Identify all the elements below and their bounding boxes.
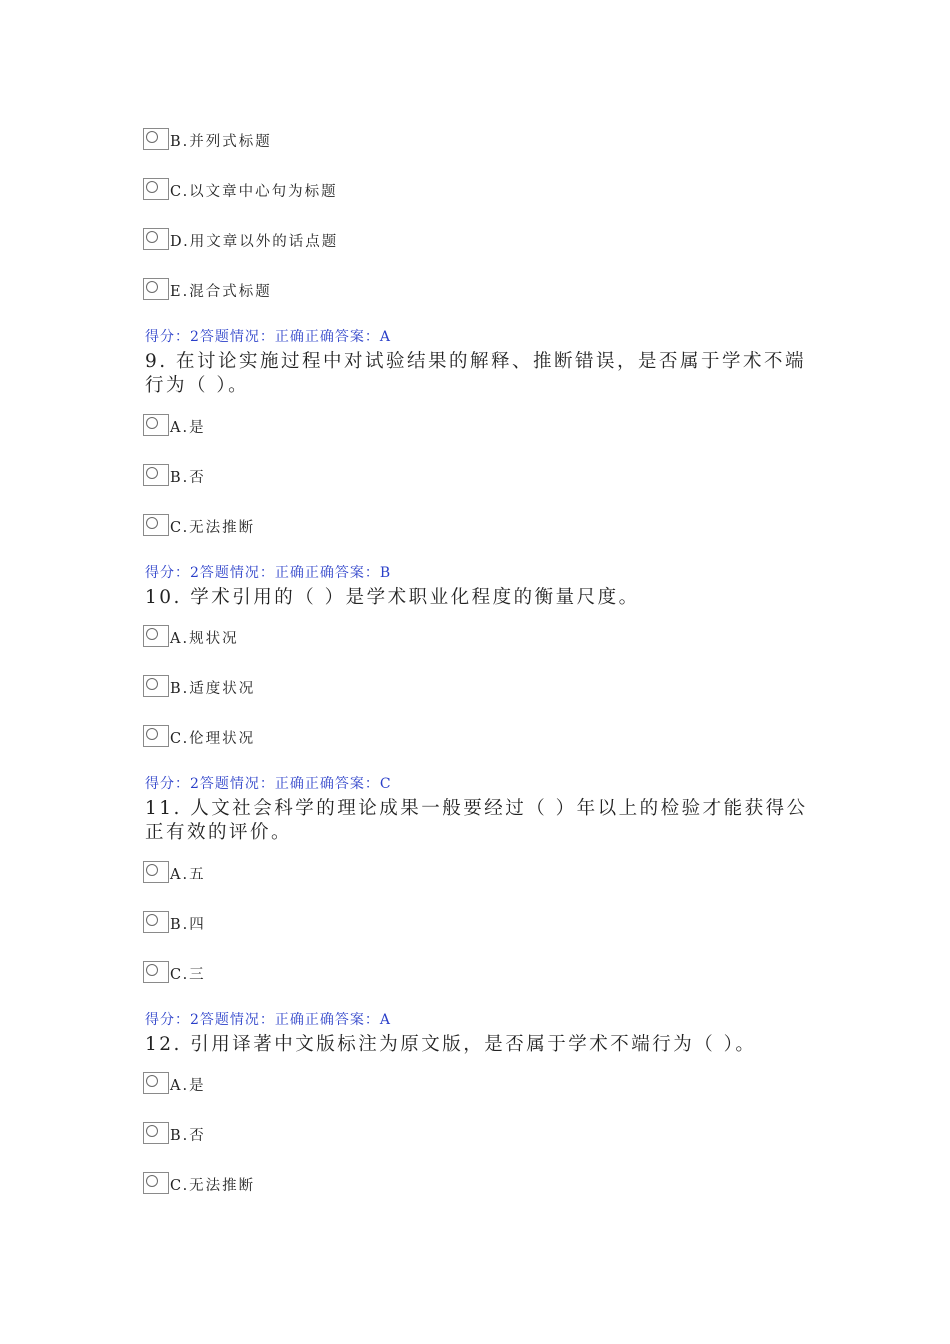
q12-option-a[interactable] — [143, 1070, 543, 1094]
q9-question-text: 9. 在讨论实施过程中对试验结果的解释、推断错误，是否属于学术不端行为（ ）。 — [145, 351, 807, 396]
radio-circle-icon — [146, 678, 158, 690]
radio-button[interactable] — [143, 625, 169, 647]
radio-circle-icon — [146, 1125, 158, 1137]
q10-option-a[interactable] — [143, 623, 543, 647]
radio-button[interactable] — [143, 178, 169, 200]
q10-score-line: 得分：2答题情况：正确正确答案：C — [145, 776, 392, 792]
option-label: E.混合式标题 — [170, 284, 272, 300]
q9-score-line: 得分：2答题情况：正确正确答案：B — [145, 565, 392, 581]
q8-option-e[interactable] — [143, 276, 543, 300]
radio-button[interactable] — [143, 414, 169, 436]
q11-option-b[interactable] — [143, 909, 543, 933]
q12-question-text: 12. 引用译著中文版标注为原文版，是否属于学术不端行为（ ）。 — [145, 1034, 757, 1055]
option-label: D.用文章以外的话点题 — [170, 234, 339, 250]
q8-score-line: 得分：2答题情况：正确正确答案：A — [145, 329, 392, 345]
radio-button[interactable] — [143, 725, 169, 747]
radio-circle-icon — [146, 964, 158, 976]
radio-button[interactable] — [143, 1072, 169, 1094]
radio-button[interactable] — [143, 861, 169, 883]
radio-button[interactable] — [143, 1122, 169, 1144]
q9-option-a[interactable] — [143, 412, 543, 436]
option-label: A.五 — [170, 867, 206, 883]
radio-circle-icon — [146, 517, 158, 529]
q8-option-c[interactable] — [143, 176, 543, 200]
q12-option-b[interactable] — [143, 1120, 543, 1144]
radio-circle-icon — [146, 131, 158, 143]
option-label: A.是 — [170, 1078, 206, 1094]
option-label: C.伦理状况 — [170, 731, 256, 747]
option-label: C.三 — [170, 967, 206, 983]
option-label: A.规状况 — [170, 631, 239, 647]
option-label: B.并列式标题 — [170, 134, 272, 150]
q8-option-b[interactable] — [143, 126, 543, 150]
q10-question-text: 10. 学术引用的（ ）是学术职业化程度的衡量尺度。 — [145, 587, 640, 608]
radio-button[interactable] — [143, 1172, 169, 1194]
q11-option-c[interactable] — [143, 959, 543, 983]
option-label: B.四 — [170, 917, 206, 933]
radio-circle-icon — [146, 628, 158, 640]
q11-score-line: 得分：2答题情况：正确正确答案：A — [145, 1012, 392, 1028]
q10-option-b[interactable] — [143, 673, 543, 697]
q10-option-c[interactable] — [143, 723, 543, 747]
option-label: C.以文章中心句为标题 — [170, 184, 338, 200]
option-label: A.是 — [170, 420, 206, 436]
radio-circle-icon — [146, 1075, 158, 1087]
radio-button[interactable] — [143, 128, 169, 150]
radio-button[interactable] — [143, 228, 169, 250]
q9-option-c[interactable] — [143, 512, 543, 536]
radio-circle-icon — [146, 864, 158, 876]
radio-button[interactable] — [143, 514, 169, 536]
radio-circle-icon — [146, 181, 158, 193]
radio-circle-icon — [146, 231, 158, 243]
radio-button[interactable] — [143, 675, 169, 697]
radio-circle-icon — [146, 417, 158, 429]
option-label: B.否 — [170, 1128, 206, 1144]
radio-circle-icon — [146, 281, 158, 293]
radio-button[interactable] — [143, 278, 169, 300]
q12-option-c[interactable] — [143, 1170, 543, 1194]
q8-option-d[interactable] — [143, 226, 543, 250]
option-label: C.无法推断 — [170, 1178, 256, 1194]
radio-circle-icon — [146, 467, 158, 479]
radio-button[interactable] — [143, 464, 169, 486]
option-label: B.适度状况 — [170, 681, 256, 697]
q11-option-a[interactable] — [143, 859, 543, 883]
radio-circle-icon — [146, 1175, 158, 1187]
option-label: B.否 — [170, 470, 206, 486]
q9-option-b[interactable] — [143, 462, 543, 486]
radio-circle-icon — [146, 728, 158, 740]
radio-button[interactable] — [143, 961, 169, 983]
radio-button[interactable] — [143, 911, 169, 933]
q11-question-text: 11. 人文社会科学的理论成果一般要经过（ ）年以上的检验才能获得公正有效的评价。 — [145, 798, 808, 843]
radio-circle-icon — [146, 914, 158, 926]
option-label: C.无法推断 — [170, 520, 256, 536]
